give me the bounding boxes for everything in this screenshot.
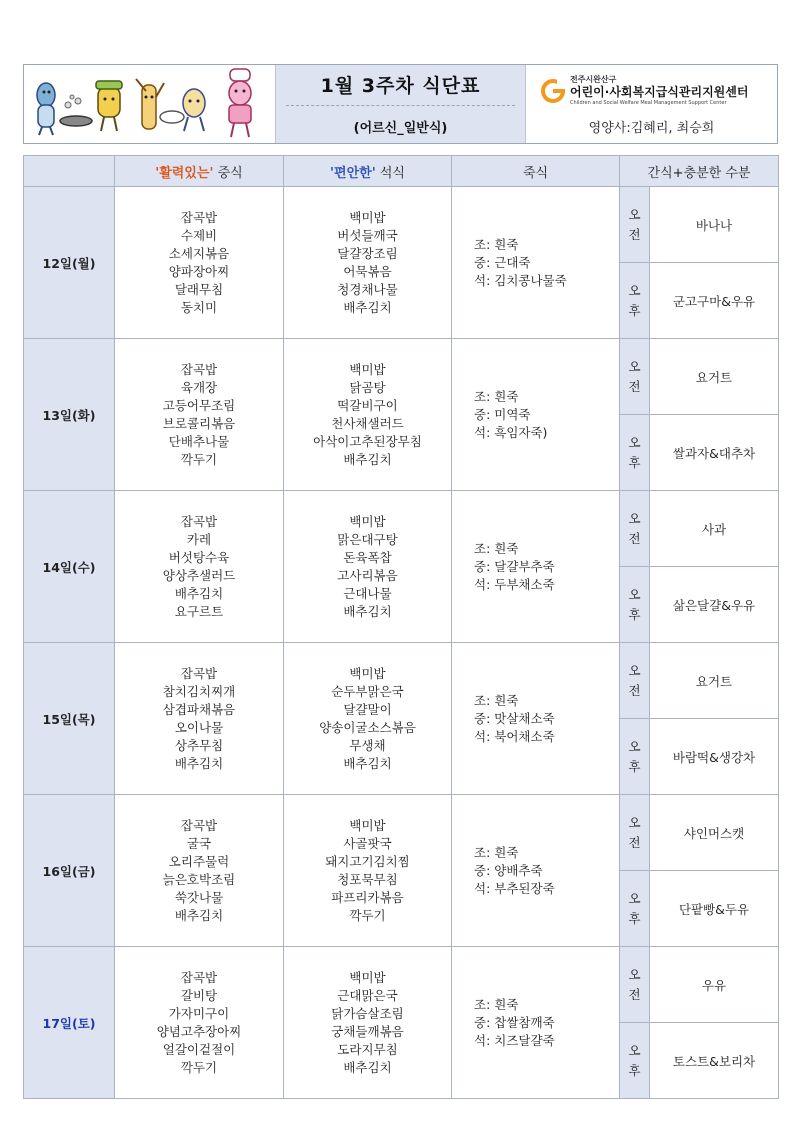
snack-am: 우유	[650, 947, 779, 1023]
dinner-menu-cell	[284, 339, 452, 491]
porridge-menu-cell	[452, 187, 620, 339]
pm-label: 오 후	[620, 263, 650, 339]
menu-item: 돼지고기김치찜	[325, 853, 410, 869]
porridge-menu-cell	[452, 795, 620, 947]
menu-item: 육개장	[180, 379, 218, 395]
pm-label: 오 후	[620, 871, 650, 947]
menu-item: 양파장아찌	[168, 263, 230, 279]
menu-item: 배추김치	[343, 299, 392, 315]
menu-item: 석: 흑임자죽)	[474, 424, 548, 440]
smile-logo-icon	[540, 78, 566, 104]
menu-item: 소세지볶음	[168, 245, 230, 261]
table-row	[24, 339, 779, 415]
menu-item: 청포묵무침	[337, 871, 398, 887]
menu-item: 버섯탕수육	[168, 549, 230, 565]
menu-item: 오이나물	[174, 719, 224, 735]
snack-am: 요거트	[650, 339, 779, 415]
center-region: 전주시완산구	[570, 75, 617, 84]
menu-item: 삼겹파채볶음	[162, 701, 236, 717]
menu-item: 근대맑은국	[337, 987, 398, 1003]
menu-item: 조: 흰죽	[474, 540, 519, 556]
menu-item: 잡곡밥	[180, 969, 218, 985]
menu-item: 떡갈비구이	[337, 397, 398, 413]
snack-pm: 군고구마&우유	[650, 263, 779, 339]
day-label: 13일(화)	[24, 339, 115, 491]
menu-item: 수제비	[180, 227, 218, 243]
menu-item: 백미밥	[349, 513, 386, 529]
menu-item: 궁채들깨볶음	[331, 1023, 404, 1039]
menu-item: 석: 두부채소죽	[474, 576, 555, 592]
menu-item: 깍두기	[180, 451, 218, 467]
menu-item: 브로콜리볶음	[162, 415, 236, 431]
menu-item: 파프리카볶음	[331, 889, 404, 905]
day-label: 14일(수)	[24, 491, 115, 643]
menu-item: 잡곡밥	[180, 361, 218, 377]
menu-item: 깍두기	[349, 907, 386, 923]
am-label: 오 전	[620, 339, 650, 415]
menu-item: 돈육폭찹	[343, 549, 392, 565]
menu-item: 중: 맛살채소죽	[474, 710, 555, 726]
menu-item: 양송이굴소스볶음	[319, 719, 416, 735]
table-row	[24, 491, 779, 567]
menu-item: 양념고추장아찌	[156, 1023, 242, 1039]
dinner-menu-cell	[284, 491, 452, 643]
porridge-menu-cell	[452, 491, 620, 643]
menu-item: 무생채	[349, 737, 386, 753]
page-subtitle: (어르신_일반식)	[353, 121, 448, 136]
header-porridge: 죽식	[452, 156, 620, 187]
menu-item: 중: 근대죽	[474, 254, 531, 270]
menu-item: 잡곡밥	[180, 513, 218, 529]
menu-item: 고등어무조림	[162, 397, 236, 413]
menu-item: 배추김치	[343, 451, 392, 467]
table-row	[24, 947, 779, 1023]
pm-label: 오 후	[620, 567, 650, 643]
cartoon-chefs-image	[24, 65, 274, 143]
menu-item: 오리주물럭	[168, 853, 230, 869]
snack-pm: 단팥빵&두유	[650, 871, 779, 947]
title-block	[276, 65, 526, 143]
pm-label: 오 후	[620, 1023, 650, 1099]
menu-item: 요구르트	[174, 603, 224, 619]
porridge-menu-cell	[452, 947, 620, 1099]
am-label: 오 전	[620, 795, 650, 871]
menu-body	[24, 187, 779, 1099]
pm-label: 오 후	[620, 719, 650, 795]
snack-pm: 바람떡&생강차	[650, 719, 779, 795]
snack-am: 샤인머스캣	[650, 795, 779, 871]
menu-item: 갈비탕	[180, 987, 218, 1003]
day-label: 15일(목)	[24, 643, 115, 795]
menu-item: 조: 흰죽	[474, 996, 519, 1012]
menu-item: 중: 달걀부추죽	[474, 558, 555, 574]
menu-item: 석: 부추된장죽	[474, 880, 555, 896]
dinner-menu-cell	[284, 643, 452, 795]
menu-item: 달래무침	[174, 281, 224, 297]
menu-item: 조: 흰죽	[474, 844, 519, 860]
dinner-menu-cell	[284, 947, 452, 1099]
menu-item: 중: 미역죽	[474, 406, 531, 422]
menu-item: 사골팟국	[343, 835, 392, 851]
dinner-menu-cell	[284, 795, 452, 947]
header-snack: 간식+충분한 수분	[620, 156, 779, 187]
snack-pm: 토스트&보리차	[650, 1023, 779, 1099]
dietitian-names: 영양사:김혜리, 최승희	[588, 121, 715, 136]
lunch-menu-cell	[115, 643, 284, 795]
menu-item: 조: 흰죽	[474, 692, 519, 708]
menu-item: 배추김치	[343, 1059, 392, 1075]
menu-item: 닭곰탕	[349, 379, 386, 395]
menu-header	[23, 64, 778, 144]
snack-am: 바나나	[650, 187, 779, 263]
lunch-menu-cell	[115, 339, 284, 491]
menu-item: 중: 찹쌀참깨죽	[474, 1014, 555, 1030]
menu-item: 석: 북어채소죽	[474, 728, 555, 744]
menu-item: 청경채나물	[337, 281, 398, 297]
menu-item: 도라지무침	[337, 1041, 398, 1057]
dinner-menu-cell	[284, 187, 452, 339]
menu-item: 백미밥	[349, 817, 386, 833]
menu-item: 배추김치	[343, 755, 392, 771]
menu-item: 아삭이고추된장무침	[313, 433, 422, 449]
menu-item: 조: 흰죽	[474, 388, 519, 404]
menu-item: 늙은호박조림	[162, 871, 236, 887]
menu-item: 석: 치즈달걀죽	[474, 1032, 555, 1048]
center-english-name: Children and Social Welfare Meal Management Support Center	[570, 100, 727, 106]
day-label: 17일(토)	[24, 947, 115, 1099]
menu-item: 깍두기	[180, 1059, 218, 1075]
snack-am: 사과	[650, 491, 779, 567]
menu-item: 근대나물	[343, 585, 392, 601]
menu-item: 조: 흰죽	[474, 236, 519, 252]
snack-pm: 쌀과자&대추차	[650, 415, 779, 491]
center-logo	[540, 75, 748, 107]
menu-item: 석: 김치콩나물죽	[474, 272, 567, 288]
menu-item: 닭가슴살조림	[331, 1005, 404, 1021]
header-day-cell	[24, 156, 115, 187]
center-info	[526, 65, 777, 143]
lunch-menu-cell	[115, 187, 284, 339]
weekly-menu-table	[23, 155, 779, 1099]
menu-item: 순두부맑은국	[331, 683, 404, 699]
porridge-menu-cell	[452, 339, 620, 491]
menu-item: 배추김치	[174, 907, 224, 923]
snack-pm: 삶은달걀&우유	[650, 567, 779, 643]
menu-item: 버섯들깨국	[337, 227, 398, 243]
menu-item: 중: 양배추죽	[474, 862, 543, 878]
am-label: 오 전	[620, 947, 650, 1023]
lunch-menu-cell	[115, 795, 284, 947]
menu-item: 배추김치	[174, 755, 224, 771]
menu-item: 백미밥	[349, 665, 386, 681]
menu-item: 참치김치찌개	[162, 683, 236, 699]
menu-item: 백미밥	[349, 209, 386, 225]
am-label: 오 전	[620, 491, 650, 567]
menu-item: 잡곡밥	[180, 665, 218, 681]
menu-item: 단배추나물	[168, 433, 230, 449]
menu-item: 달걀장조림	[337, 245, 398, 261]
menu-item: 백미밥	[349, 361, 386, 377]
menu-item: 어묵볶음	[343, 263, 392, 279]
title-divider	[286, 105, 515, 106]
menu-item: 카레	[186, 531, 212, 547]
header-dinner: '편안한' 석식	[284, 156, 452, 187]
am-label: 오 전	[620, 643, 650, 719]
menu-item: 가자미구이	[168, 1005, 230, 1021]
day-label: 16일(금)	[24, 795, 115, 947]
menu-item: 고사리볶음	[337, 567, 398, 583]
menu-item: 굴국	[186, 835, 212, 851]
porridge-menu-cell	[452, 643, 620, 795]
table-row	[24, 643, 779, 719]
am-label: 오 전	[620, 187, 650, 263]
chef-illustration	[24, 65, 276, 143]
menu-item: 잡곡밥	[180, 209, 218, 225]
menu-item: 달걀말이	[343, 701, 392, 717]
page-title: 1월 3주차 식단표	[320, 75, 481, 97]
pm-label: 오 후	[620, 415, 650, 491]
lunch-menu-cell	[115, 947, 284, 1099]
table-row	[24, 795, 779, 871]
menu-item: 동치미	[180, 299, 218, 315]
lunch-menu-cell	[115, 491, 284, 643]
menu-item: 잡곡밥	[180, 817, 218, 833]
menu-item: 천사채샐러드	[331, 415, 404, 431]
day-label: 12일(월)	[24, 187, 115, 339]
center-name: 어린이·사회복지급식관리지원센터	[570, 85, 749, 99]
menu-item: 쑥갓나물	[174, 889, 224, 905]
menu-item: 배추김치	[174, 585, 224, 601]
menu-item: 양상추샐러드	[162, 567, 236, 583]
table-header-row	[24, 156, 779, 187]
snack-am: 요거트	[650, 643, 779, 719]
menu-item: 배추김치	[343, 603, 392, 619]
menu-item: 상추무침	[174, 737, 224, 753]
menu-item: 맑은대구탕	[337, 531, 398, 547]
table-row	[24, 187, 779, 263]
menu-item: 백미밥	[349, 969, 386, 985]
header-lunch: '활력있는' 중식	[115, 156, 284, 187]
menu-item: 얼갈이겉절이	[162, 1041, 236, 1057]
